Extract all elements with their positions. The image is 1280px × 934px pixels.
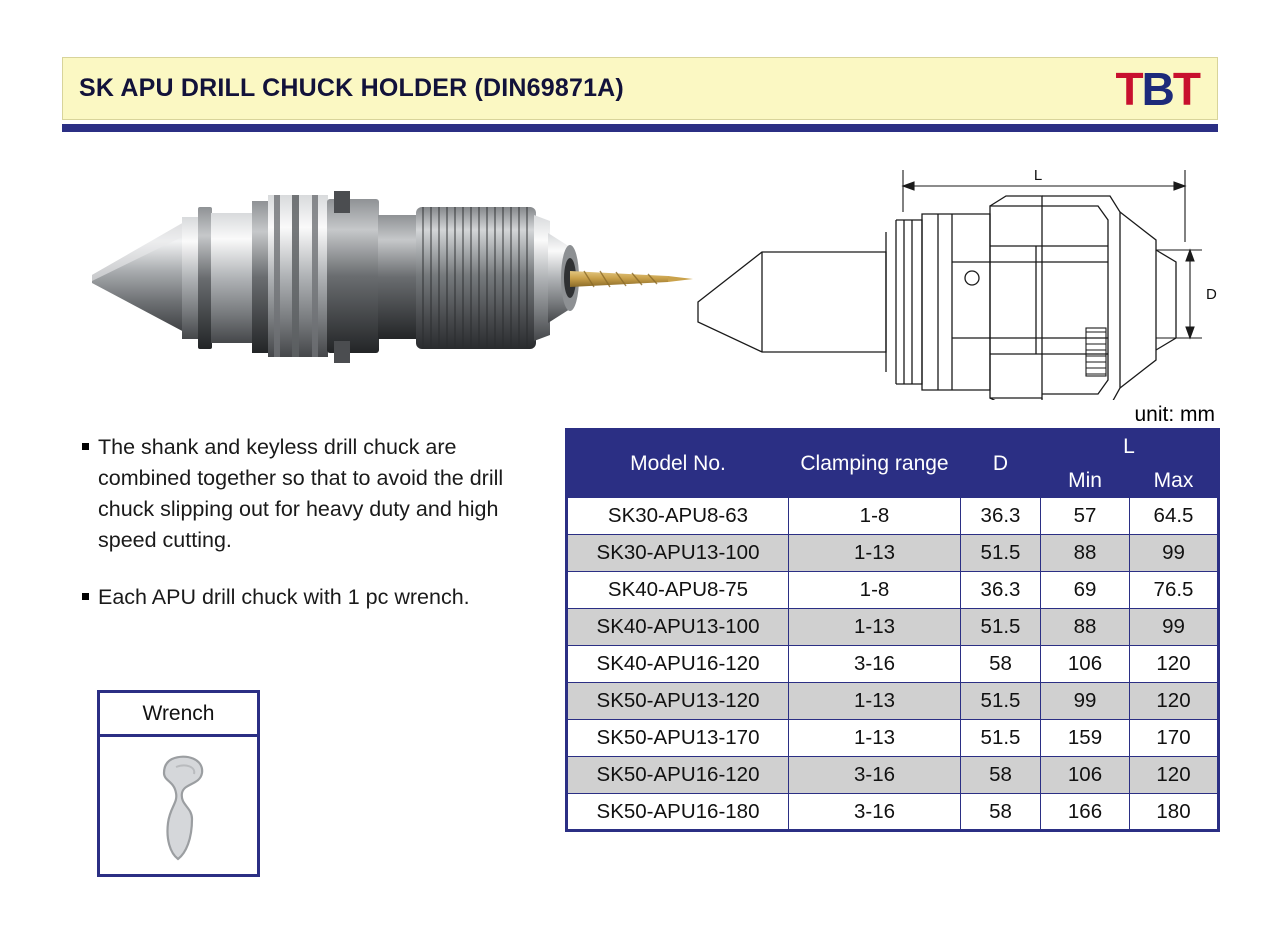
cell-d: 58 (961, 646, 1041, 683)
cell-model: SK50-APU16-120 (567, 757, 789, 794)
cell-l-max: 180 (1130, 794, 1219, 831)
column-header-l-min: Min (1041, 464, 1130, 498)
cell-clamping: 3-16 (789, 794, 961, 831)
logo-letter-t-right: T (1172, 62, 1199, 115)
feature-list (82, 432, 552, 639)
bullet-square-icon (82, 582, 98, 612)
spec-table (565, 428, 1220, 832)
cell-clamping: 1-8 (789, 498, 961, 535)
header-banner (62, 57, 1218, 120)
cell-l-max: 76.5 (1130, 572, 1219, 609)
logo-letter-b: B (1141, 62, 1173, 115)
spec-table-container (565, 428, 1220, 832)
cell-l-min: 166 (1041, 794, 1130, 831)
cell-d: 51.5 (961, 535, 1041, 572)
dimension-label-D: D (1206, 286, 1217, 303)
cell-clamping: 1-13 (789, 683, 961, 720)
wrench-caption: Wrench (100, 693, 257, 737)
column-header-l: L (1041, 430, 1219, 464)
cell-clamping: 3-16 (789, 646, 961, 683)
table-header-row (567, 430, 1219, 464)
cell-model: SK30-APU8-63 (567, 498, 789, 535)
list-item-label: The shank and keyless drill chuck are combined together so that to avoid the drill chuck slipping out for heavy duty and high speed cutting. (98, 435, 504, 552)
cell-d: 36.3 (961, 572, 1041, 609)
cell-d: 51.5 (961, 609, 1041, 646)
brand-logo (1115, 62, 1199, 115)
wrench-icon (100, 737, 257, 877)
column-header-clamping-range: Clamping range (789, 430, 961, 498)
cell-l-min: 57 (1041, 498, 1130, 535)
table-row (567, 609, 1219, 646)
table-row (567, 683, 1219, 720)
table-row (567, 646, 1219, 683)
cell-model: SK30-APU13-100 (567, 535, 789, 572)
cell-l-min: 69 (1041, 572, 1130, 609)
cell-d: 58 (961, 794, 1041, 831)
cell-l-max: 120 (1130, 646, 1219, 683)
product-photo (78, 155, 698, 395)
cell-l-min: 99 (1041, 683, 1130, 720)
cell-model: SK50-APU16-180 (567, 794, 789, 831)
column-header-l-max: Max (1130, 464, 1219, 498)
cell-l-max: 170 (1130, 720, 1219, 757)
logo-letter-t-left: T (1115, 62, 1142, 115)
cell-clamping: 1-8 (789, 572, 961, 609)
cell-l-min: 88 (1041, 535, 1130, 572)
cell-clamping: 1-13 (789, 535, 961, 572)
unit-note: unit: mm (1134, 403, 1215, 426)
cell-l-max: 64.5 (1130, 498, 1219, 535)
table-row (567, 720, 1219, 757)
table-row (567, 757, 1219, 794)
cell-l-min: 88 (1041, 609, 1130, 646)
cell-clamping: 1-13 (789, 720, 961, 757)
column-header-model: Model No. (567, 430, 789, 498)
list-item-label: Each APU drill chuck with 1 pc wrench. (98, 585, 470, 609)
cell-d: 51.5 (961, 720, 1041, 757)
cell-d: 58 (961, 757, 1041, 794)
cell-d: 36.3 (961, 498, 1041, 535)
page-title: SK APU DRILL CHUCK HOLDER (DIN69871A) (79, 74, 624, 102)
cell-l-max: 120 (1130, 757, 1219, 794)
cell-clamping: 3-16 (789, 757, 961, 794)
list-item (82, 432, 552, 556)
table-body (567, 498, 1219, 831)
table-row (567, 535, 1219, 572)
wrench-callout (97, 690, 260, 877)
technical-drawing (690, 150, 1220, 400)
cell-l-min: 106 (1041, 757, 1130, 794)
table-row (567, 794, 1219, 831)
list-item (82, 582, 552, 613)
cell-model: SK40-APU8-75 (567, 572, 789, 609)
cell-l-min: 106 (1041, 646, 1130, 683)
cell-d: 51.5 (961, 683, 1041, 720)
table-row (567, 498, 1219, 535)
cell-l-max: 99 (1130, 609, 1219, 646)
bullet-square-icon (82, 432, 98, 462)
column-header-d: D (961, 430, 1041, 498)
cell-model: SK40-APU16-120 (567, 646, 789, 683)
cell-l-max: 99 (1130, 535, 1219, 572)
cell-model: SK50-APU13-170 (567, 720, 789, 757)
cell-l-min: 159 (1041, 720, 1130, 757)
cell-model: SK50-APU13-120 (567, 683, 789, 720)
header-divider (62, 124, 1218, 132)
cell-l-max: 120 (1130, 683, 1219, 720)
cell-model: SK40-APU13-100 (567, 609, 789, 646)
cell-clamping: 1-13 (789, 609, 961, 646)
table-row (567, 572, 1219, 609)
dimension-label-L: L (1033, 167, 1043, 184)
